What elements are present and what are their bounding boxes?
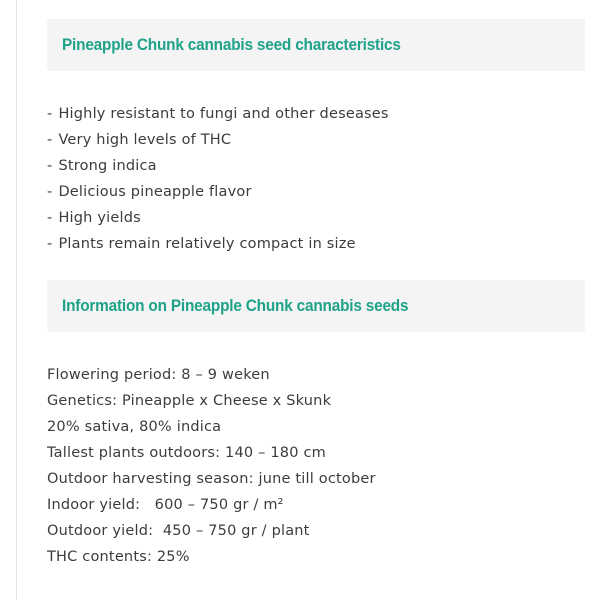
list-item: - High yields bbox=[47, 210, 141, 226]
characteristics-title: Pineapple Chunk cannabis seed characteristics bbox=[62, 35, 401, 54]
info-line: Genetics: Pineapple x Cheese x Skunk bbox=[47, 393, 332, 409]
list-item: - Highly resistant to fungi and other deseases bbox=[47, 106, 389, 122]
info-line: THC contents: 25% bbox=[47, 549, 190, 565]
list-item: - Strong indica bbox=[47, 158, 157, 174]
list-bullet: - bbox=[47, 106, 53, 122]
list-item: - Very high levels of THC bbox=[47, 132, 232, 148]
info-line: 20% sativa, 80% indica bbox=[47, 419, 222, 435]
list-bullet: - bbox=[47, 236, 53, 252]
info-line: Outdoor yield: 450 – 750 gr / plant bbox=[47, 523, 310, 539]
list-bullet: - bbox=[47, 132, 53, 148]
information-title: Information on Pineapple Chunk cannabis seeds bbox=[62, 296, 409, 315]
list-item: - Delicious pineapple flavor bbox=[47, 184, 252, 200]
info-line: Flowering period: 8 – 9 weken bbox=[47, 367, 270, 383]
list-bullet: - bbox=[47, 210, 53, 226]
content-divider bbox=[16, 0, 17, 600]
information-header bbox=[47, 280, 585, 332]
list-bullet: - bbox=[47, 158, 53, 174]
information-list bbox=[47, 362, 376, 570]
list-bullet: - bbox=[47, 184, 53, 200]
info-line: Outdoor harvesting season: june till october bbox=[47, 471, 376, 487]
characteristics-list bbox=[47, 101, 389, 257]
characteristics-header bbox=[47, 19, 585, 71]
info-line: Indoor yield: 600 – 750 gr / m² bbox=[47, 497, 284, 513]
list-item: - Plants remain relatively compact in size bbox=[47, 236, 356, 252]
info-line: Tallest plants outdoors: 140 – 180 cm bbox=[47, 445, 326, 461]
